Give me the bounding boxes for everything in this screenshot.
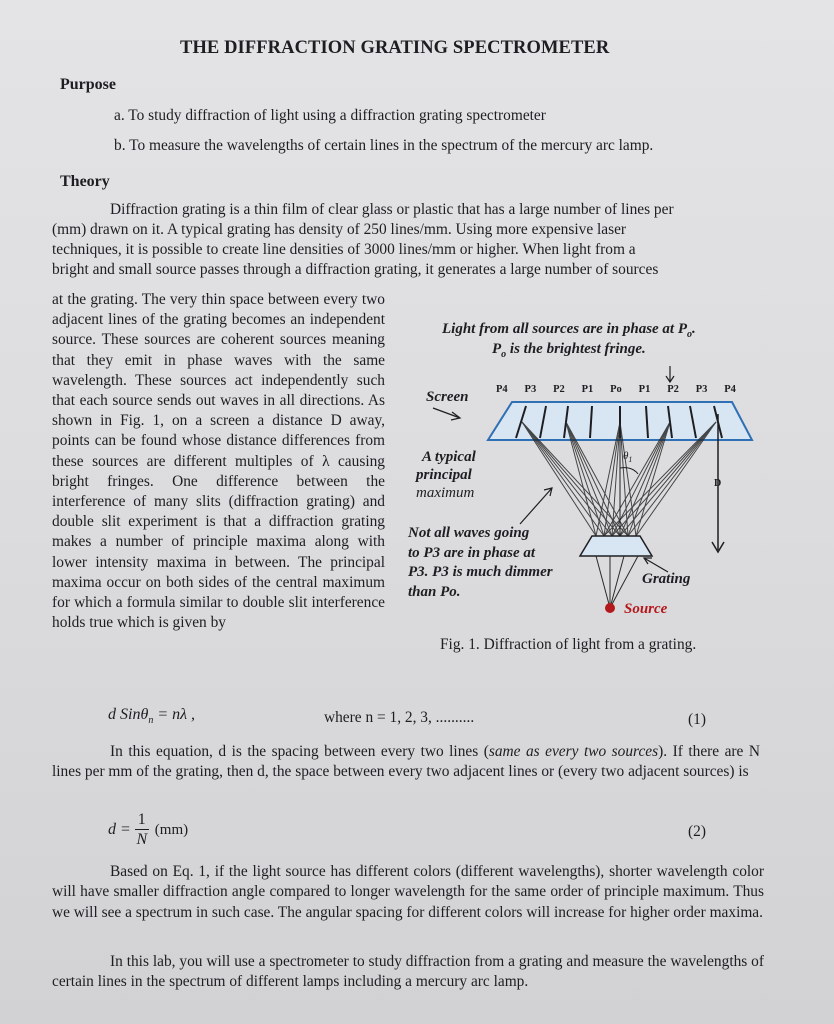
purpose-item-a: a. To study diffraction of light using a diffraction grating spectrometer [114,107,546,124]
purpose-item-b: b. To measure the wavelengths of certain lines in the spectrum of the mercury arc lamp. [114,137,654,154]
notall-line-4: than Po. [408,583,461,600]
paragraph-spectrum: Based on Eq. 1, if the light source has different colors (different wavelengths), shorter wavelength color will have smaller diffraction angle compared to longer wavelength for the same order of principle maximum. Thus we will see a spectrum in such case. The angular spacing for different colors will increase for higher order maxima. [52,863,764,921]
eq2-numerator: 1 [135,811,149,830]
page-title: THE DIFFRACTION GRATING SPECTROMETER [180,38,610,58]
theta-symbol: θ [623,450,629,462]
not-all-waves-note [408,524,553,602]
equation-2 [108,806,188,854]
paragraph-spacing-part2: ). If there are N lines per mm of the grating, then d, the space between every two adjacent lines or (every two adjacent sources) is [52,743,760,781]
label-p2-right: P2 [667,384,679,395]
theory-intro-line-2: (mm) drawn on it. A typical grating has density of 250 lines/mm. Using more expensive laser [52,221,627,238]
top-note-rest: is the brightest fringe. [506,341,646,357]
notall-line-2: to P3 are in phase at [408,544,536,561]
top-note-text: Light from all sources are in phase at P [442,321,688,337]
theory-intro-line-3: techniques, it is possible to create line densities of 3000 lines/mm or higher. When light from a [52,241,636,258]
equation-2-number: (2) [688,823,706,840]
source-label: Source [624,601,668,617]
top-note-sub: o [687,329,693,340]
source-dot [605,603,615,613]
label-p1-left: P1 [581,384,594,395]
point-labels [496,384,736,395]
theory-heading: Theory [60,173,110,190]
theta-sub: 1 [628,455,633,465]
label-p1-right: P1 [638,384,651,395]
equation-1-number: (1) [688,711,706,728]
top-note-p: P [492,341,502,357]
eq1-rhs: = nλ , [153,706,196,723]
label-p3-right: P3 [695,384,708,395]
screen-label: Screen [426,389,469,405]
figure-caption: Fig. 1. Diffraction of light from a grating. [440,636,697,653]
paragraph-lab: In this lab, you will use a spectrometer to study diffraction from a grating and measure the wavelengths of certain lines in the spectrum of different lamps including a mercury arc lamp. [52,953,764,991]
label-p2-left: P2 [553,384,565,395]
distance-label: D [714,478,722,489]
theory-column-text: at the grating. The very thin space between every two adjacent lines of the grating becomes an independent source. These sources are coherent sources meaning that they emit in phase waves with the same wavelength. These sources act independently such that each source sends out waves in all directions. As shown in Fig. 1, on a screen a distance D away, points can be found whose distance differences from these sources are different multiples of λ causing bright fringes. One difference between the interference of many slits (diffraction grating) and double slit experiment is that a diffraction grating makes a number of principle maxima along with lower intensity maxima in between. The principal maxima occur on both sides of the central maximum for which a formula similar to double slit interference holds true which is given by [52,291,385,632]
top-note-p-sub: o [501,349,507,360]
theta-label [623,450,632,464]
theory-intro-line-1: Diffraction grating is a thin film of clear glass or plastic that has a large number of lines per [110,201,674,218]
label-p4-right: P4 [724,384,736,395]
equation-1 [108,706,195,726]
paragraph-spacing-italic: same as every two sources [488,743,659,760]
eq2-fraction [135,811,149,850]
grating-label: Grating [642,571,691,587]
typical-line-1: A typical [422,449,476,465]
eq2-unit: (mm) [154,821,189,838]
label-p4-left: P4 [496,384,508,395]
typical-line-2: principal [416,467,472,483]
eq2-lhs: d = [108,821,131,838]
eq1-lhs: d Sinθ [108,706,149,723]
eq2-denominator: N [136,830,148,848]
eq1-sub: n [148,715,154,727]
label-po: Po [610,384,622,395]
grating-shape [580,536,652,556]
purpose-heading: Purpose [60,76,116,93]
label-p3-left: P3 [524,384,537,395]
notall-line-1: Not all waves going [408,525,530,541]
figure-top-note-line2 [492,340,646,364]
theory-intro [52,200,764,280]
equation-1-where: where n = 1, 2, 3, .......... [324,709,475,726]
paragraph-spacing [52,742,760,783]
paragraph-spacing-part1: In this equation, d is the spacing between every two lines ( [110,743,489,760]
theory-intro-line-4: bright and small source passes through a diffraction grating, it generates a large number of sources [52,261,659,278]
theta-arc [620,468,638,474]
typical-line-3: maximum [416,485,475,501]
notall-line-3: P3. P3 is much dimmer [408,564,553,580]
diffraction-figure [400,318,820,618]
top-note-dot: . [692,321,696,337]
typical-maximum-note [416,448,476,502]
